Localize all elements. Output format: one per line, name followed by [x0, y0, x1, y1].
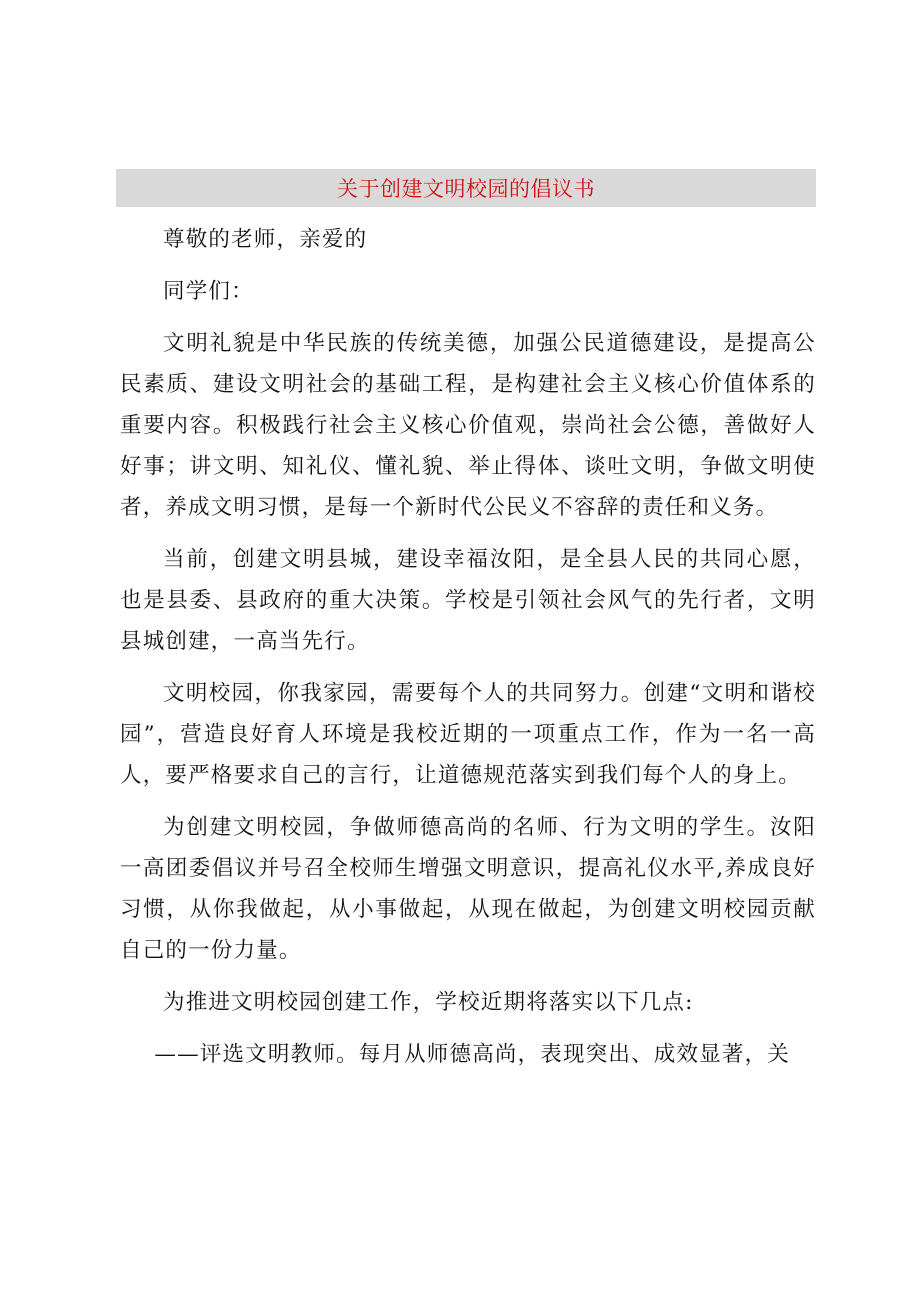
body-paragraph: 当前，创建文明县城，建设幸福汝阳，是全县人民的共同心愿，也是县委、县政府的重大决策。学校是引领社会风气的先行者，文明县城创建，一高当先行。: [120, 547, 816, 654]
document-title: 关于创建文明校园的倡议书: [337, 177, 595, 201]
body-paragraph: 为推进文明校园创建工作，学校近期将落实以下几点:: [163, 990, 694, 1015]
salutation-line-1: 尊敬的老师，亲爱的: [163, 227, 368, 252]
salutation-line-2: 同学们：: [163, 279, 254, 304]
body-paragraph: 文明礼貌是中华民族的传统美德，加强公民道德建设，是提高公民素质、建设文明社会的基础工程，是构建社会主义核心价值体系的重要内容。积极践行社会主义核心价值观，崇尚社会公德，善做好人好事；讲文明、知礼仪、懂礼貌、举止得体、谈吐文明，争做文明使者，养成文明习惯，是每一个新时代公民义不容辞的责任和义务。: [120, 331, 816, 520]
body-paragraph: 文明校园，你我家园，需要每个人的共同努力。创建“文明和谐校园”，营造良好育人环境是我校近期的一项重点工作，作为一名一高人，要严格要求自己的言行，让道德规范落实到我们每个人的身上。: [120, 681, 816, 788]
title-bar: [116, 169, 816, 207]
document-body: [120, 219, 816, 1086]
body-paragraph: ——评选文明教师。每月从师德高尚，表现突出、成效显著，关: [154, 1042, 790, 1067]
body-paragraph: 为创建文明校园，争做师德高尚的名师、行为文明的学生。汝阳一高团委倡议并号召全校师生增强文明意识，提高礼仪水平,养成良好习惯，从你我做起，从小事做起，从现在做起，为创建文明校园贡献自己的一份力量。: [120, 815, 816, 963]
